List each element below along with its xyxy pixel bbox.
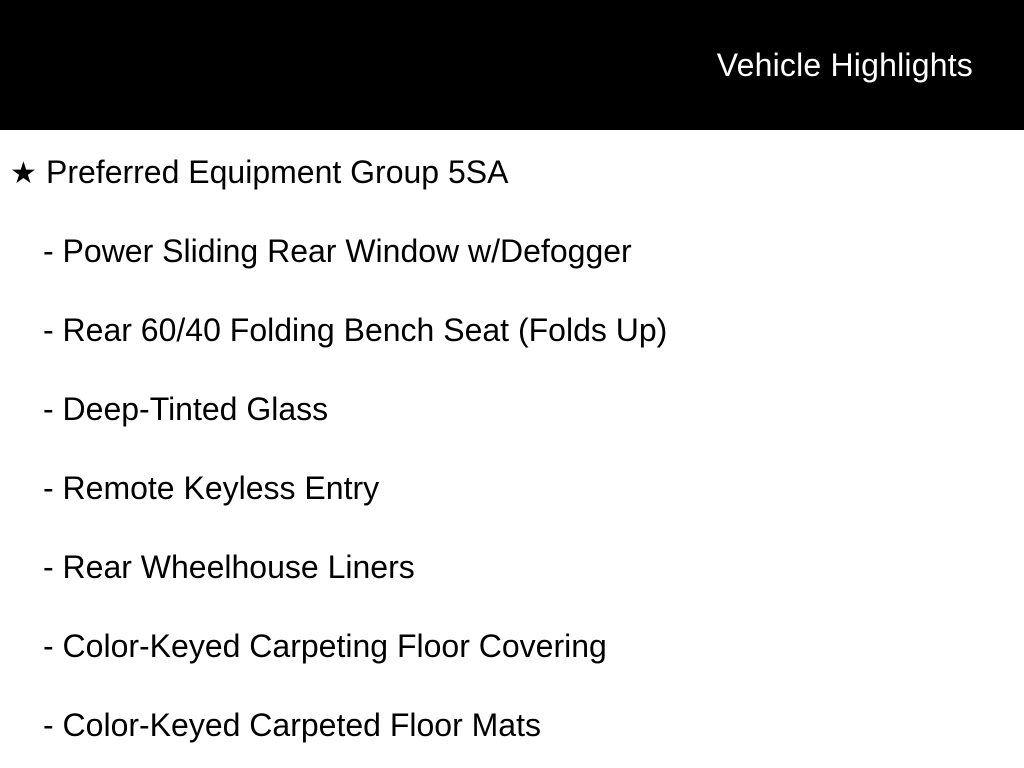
equipment-group-row bbox=[0, 133, 1024, 212]
header-bar bbox=[0, 0, 1024, 130]
list-item: - Rear 60/40 Folding Bench Seat (Folds Up) bbox=[43, 312, 668, 348]
equipment-group-label: Preferred Equipment Group 5SA bbox=[46, 154, 509, 190]
highlights-list bbox=[0, 133, 1024, 765]
list-item: - Power Sliding Rear Window w/Defogger bbox=[43, 233, 632, 269]
star-icon: ★ bbox=[10, 157, 37, 190]
list-item: - Rear Wheelhouse Liners bbox=[43, 549, 415, 585]
list-item: - Deep-Tinted Glass bbox=[43, 391, 329, 427]
list-item: - Color-Keyed Carpeting Floor Covering bbox=[43, 628, 607, 664]
list-item: - Remote Keyless Entry bbox=[43, 470, 380, 506]
list-item: - Color-Keyed Carpeted Floor Mats bbox=[43, 707, 541, 743]
page-title: Vehicle Highlights bbox=[716, 47, 973, 83]
